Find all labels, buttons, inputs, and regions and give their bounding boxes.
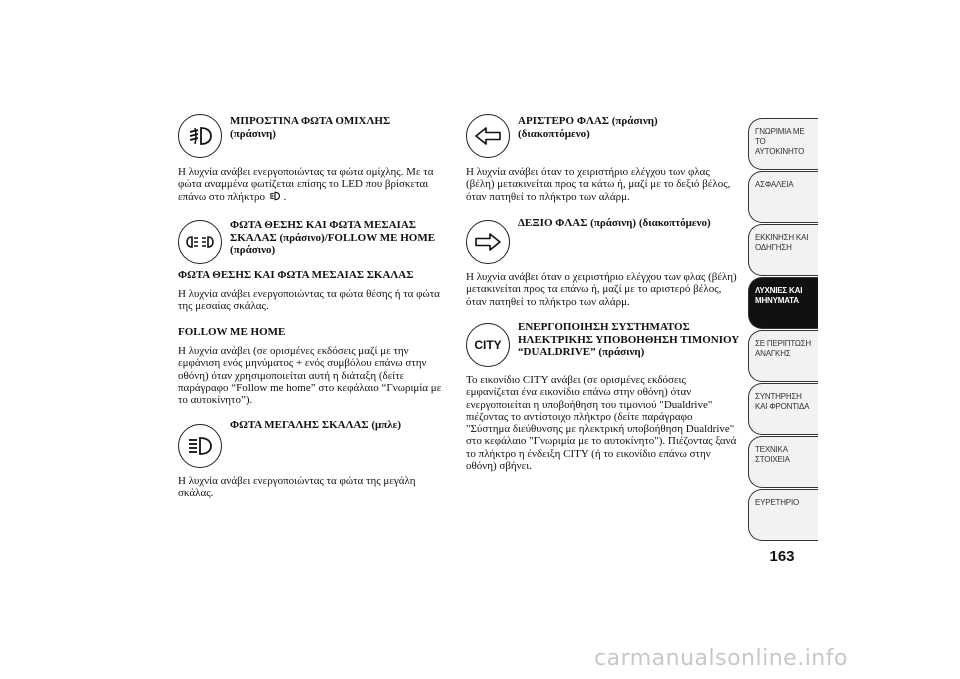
high-beam-title: ΦΩΤΑ ΜΕΓΑΛΗΣ ΣΚΑΛΑΣ (μπλε) [230,419,402,431]
watermark: carmanualsonline.info [594,646,848,671]
city-title: ΕΝΕΡΓΟΠΟΙΗΣΗ ΣΥΣΤΗΜΑΤΟΣ ΗΛΕΚΤΡΙΚΗΣ ΥΠΟΒΟΗΘΗΣΗ ΤΙΜΟΝΙΟΥ “DUALDRIVE” (πράσινη) [518,321,740,358]
position-lights-subhead: ΦΩΤΑ ΘΕΣΗΣ ΚΑΙ ΦΩΤΑ ΜΕΣΑΙΑΣ ΣΚΑΛΑΣ [178,269,414,281]
front-fog-title: ΜΠΡΟΣΤΙΝΑ ΦΩΤΑ ΟΜΙΧΛΗΣ (πράσινη) [230,115,391,140]
high-beam-body: Η λυχνία ανάβει ενεργοποιώντας τα φώτα της μεγάλη σκάλας. [178,475,416,500]
follow-me-home-body: Η λυχνία ανάβει (σε ορισμένες εκδόσεις μαζί με την εμφάνιση ενός μηνύματος + ενός συμβόλου επάνω στην οθόνη) όταν χρησιμοποιείται αυτή η διάταξη (δείτε παράγραφο “Follow me home” στο κεφάλαιο “Γνωριμία με το αυτοκίνητο”). [178,345,442,407]
city-icon-label: CITY [474,338,502,352]
tab-warning-lights[interactable]: ΛΥΧΝΙΕΣ ΚΑΙ ΜΗΝΥΜΑΤΑ [748,277,818,329]
tab-safety[interactable]: ΑΣΦΑΛΕΙΑ [748,171,818,223]
tab-technical-data[interactable]: ΤΕΧΝΙΚΑ ΣΤΟΙΧΕΙΑ [748,436,818,488]
tab-index[interactable]: ΕΥΡΕΤΗΡΙΟ [748,489,818,541]
front-fog-light-icon-inline [268,191,281,201]
front-fog-light-icon [178,114,222,158]
city-body: Το εικονίδιο CITY ανάβει (σε ορισμένες εκδόσεις εμφανίζεται ένα εικονίδιο επάνω στην οθόνη) όταν ενεργοποιείται η υποβοήθηση του τιμονιού "Dualdrive" πιέζοντας το αντίστοιχο πλήκτρο (δείτε παράγραφο "Σύστημα διεύθυνσης με ηλεκτρική υποβοήθηση Dualdrive" στο κεφάλαιο "Γνωριμία με το αυτοκίνητο"). Πιέζοντας ξανά το πλήκτρο η ένδειξη CITY (ή το εικονίδιο επάνω στην οθόνη) σβήνει. [466,374,737,473]
front-fog-text-end: . [283,190,287,203]
high-beam-icon [178,424,222,468]
follow-me-home-subhead: FOLLOW ME HOME [178,326,286,338]
left-turn-title: ΑΡΙΣΤΕΡΟ ΦΛΑΣ (πράσινη) (διακοπτόμενο) [518,115,658,140]
right-turn-title: ΔΕΞΙΟ ΦΛΑΣ (πράσινη) (διακοπτόμενο) [518,217,711,229]
right-arrow-icon [466,220,510,264]
front-fog-text: Η λυχνία ανάβει ενεργοποιώντας τα φώτα ομίχλης. Με τα φώτα αναμμένα φωτίζεται επίσης το LED που βρίσκεται επάνω στο πλήκτρο [178,166,434,203]
left-turn-body: Η λυχνία ανάβει όταν το χειριστήριο ελέγχου των φλας (βέλη) μετακινείται προς τα κάτω ή, μαζί με το δεξιό βέλος, όταν πατηθεί το πλήκτρο των αλάρμ. [466,166,731,203]
right-turn-body: Η λυχνία ανάβει όταν ο χειριστήριο ελέγχου των φλας (βέλη) μετακινείται προς τα επάνω ή, μαζί με το αριστερό βέλος, όταν πατηθεί το πλήκτρο των αλάρμ. [466,271,737,308]
tab-emergency[interactable]: ΣΕ ΠΕΡΙΠΤΩΣΗ ΑΝΑΓΚΗΣ [748,330,818,382]
tab-getting-to-know[interactable]: ΓΝΩΡΙΜΙΑ ΜΕ ΤΟ ΑΥΤΟΚΙΝΗΤΟ [748,118,818,170]
tab-maintenance[interactable]: ΣΥΝΤΗΡΗΣΗ ΚΑΙ ΦΡΟΝΤΙΔΑ [748,383,818,435]
position-lights-title: ΦΩΤΑ ΘΕΣΗΣ ΚΑΙ ΦΩΤΑ ΜΕΣΑΙΑΣ ΣΚΑΛΑΣ (πράσινο)/FOLLOW ME HOME (πράσινο) [230,219,436,256]
position-light-icon [178,220,222,264]
page-number: 163 [769,548,795,565]
position-lights-body: Η λυχνία ανάβει ενεργοποιώντας τα φώτα θέσης ή τα φώτα της μεσαίας σκάλας. [178,288,440,313]
city-icon [466,323,510,367]
left-arrow-icon [466,114,510,158]
front-fog-body [178,166,450,203]
tab-starting-driving[interactable]: ΕΚΚΙΝΗΣΗ ΚΑΙ ΟΔΗΓΗΣΗ [748,224,818,276]
